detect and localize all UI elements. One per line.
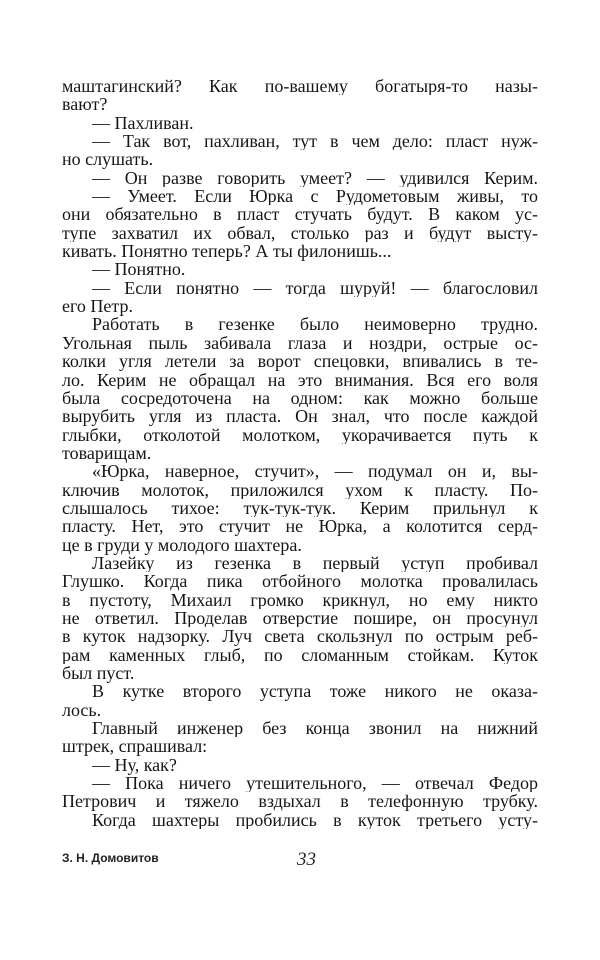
text-line: его Петр.: [62, 296, 133, 317]
text-line: кивать. Понятно теперь? А ты филонишь...: [62, 241, 392, 262]
text-line: це в груди у молодого шахтера.: [62, 534, 302, 555]
text-line: был пуст.: [62, 663, 135, 683]
text-line: — Понятно.: [92, 259, 186, 280]
text-line: «Юрка, наверное, стучит», — подумал он и, вы-: [92, 462, 538, 481]
page-body-text: [62, 77, 538, 829]
text-line: Лазейку из гезенка в первый уступ пробивал: [92, 553, 538, 573]
text-line: штрек, спрашивал:: [62, 736, 208, 757]
text-line: тупе захватил их обвал, столько раз и будут высту-: [62, 223, 538, 243]
page-footer: [62, 849, 538, 869]
text-line: В кутке второго уступа тоже никого не оказа-: [92, 682, 538, 701]
text-line: — Пахливан.: [92, 112, 194, 133]
text-line: Главный инженер без конца звонил на нижний: [92, 719, 538, 738]
text-line: слышалось тихое: тук-тук-тук. Керим прильнул к: [62, 498, 538, 518]
text-line: Глушко. Когда пика отбойного молотка провалилась: [62, 572, 538, 591]
text-line: маштагинский? Как по-вашему богатыря-то назы-: [62, 77, 538, 96]
text-line: — Умеет. Если Юрка с Рудометовым живы, то: [92, 187, 538, 206]
text-line: пласту. Нет, это стучит не Юрка, а колотится серд-: [62, 517, 538, 536]
text-line: в пустоту, Михаил громко крикнул, но ему никто: [62, 590, 538, 609]
text-line: Угольная пыль забивала глаза и ноздри, острые ос-: [62, 333, 538, 353]
text-line: в куток надзорку. Луч света скользнул по острым реб-: [62, 627, 538, 646]
text-line: — Если понятно — тогда шуруй! — благословил: [92, 278, 538, 298]
text-line: вают?: [62, 94, 108, 115]
text-line: ключив молоток, приложился ухом к пласту. По-: [62, 480, 538, 499]
text-line: — Он разве говорить умеет? — удивился Керим.: [92, 168, 538, 188]
text-line: была сосредоточена на одном: как можно больше: [62, 388, 538, 408]
text-line: — Так вот, пахливан, тут в чем дело: пласт нуж-: [92, 132, 538, 151]
text-line: ло. Керим не обращал на это внимания. Вся его воля: [62, 370, 538, 389]
text-line: Петрович и тяжело вздыхал в телефонную трубку.: [62, 792, 538, 811]
text-line: лось.: [62, 699, 102, 720]
text-line: не ответил. Проделав отверстие пошире, он просунул: [62, 608, 538, 628]
text-line: рам каменных глыб, по сломанным стойкам. Куток: [62, 645, 538, 664]
text-line: но слушать.: [62, 149, 154, 170]
page-number: 33: [297, 849, 316, 870]
footer-author-signature: З. Н. Домовитов: [62, 851, 159, 865]
text-line: они обязательно в пласт стучать будут. В каком ус-: [62, 205, 538, 224]
text-line: вырубить угля из пласта. Он знал, что после каждой: [62, 407, 538, 426]
text-line: Работать в гезенке было неимоверно трудно.: [92, 315, 538, 334]
text-line: — Ну, как?: [92, 754, 177, 775]
text-line: товарищам.: [62, 442, 152, 463]
text-line: глыбки, отколотой молотком, укорачивается путь к: [62, 425, 538, 444]
text-line: — Пока ничего утешительного, — отвечал Федор: [92, 774, 538, 793]
text-line: Когда шахтеры пробились в куток третьего усту-: [92, 810, 538, 830]
text-line: колки угля летели за ворот спецовки, впивались в те-: [62, 352, 538, 371]
